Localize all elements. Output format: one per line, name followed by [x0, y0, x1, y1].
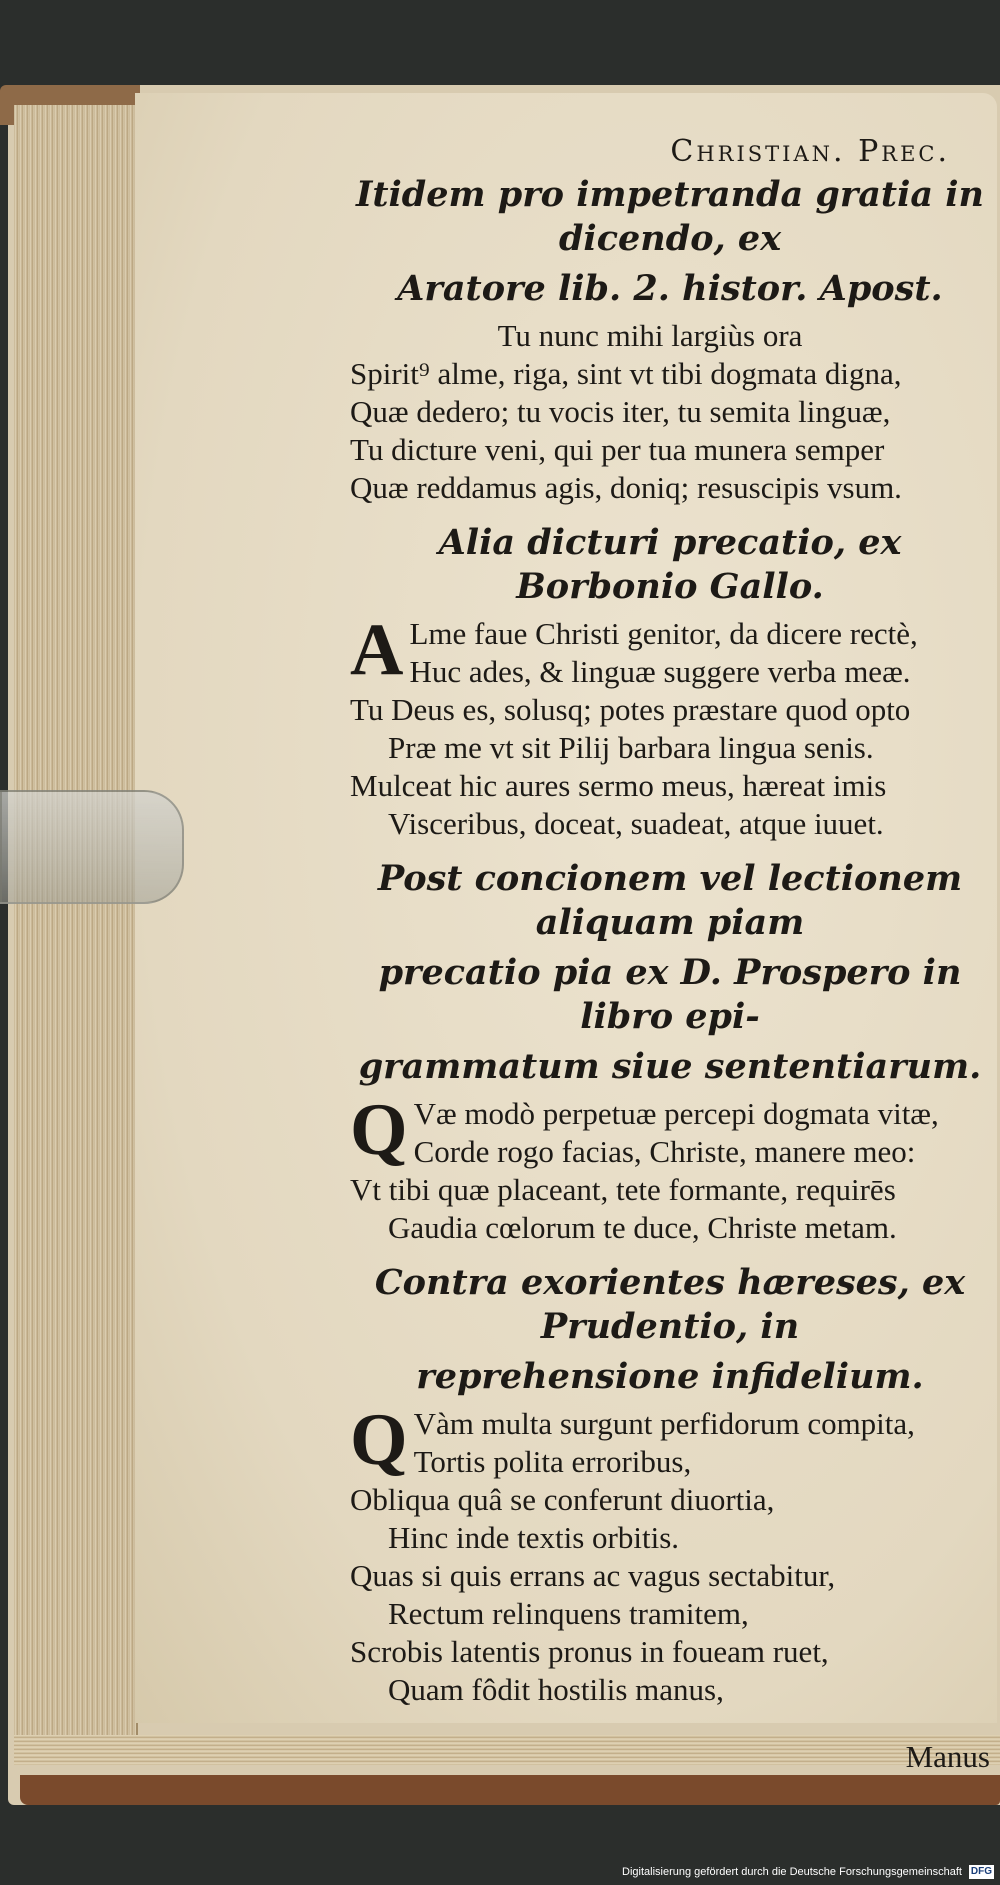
- verse-line: Huc ades, & linguæ suggere verba meæ.: [409, 654, 911, 689]
- section-heading: Post concionem vel lectionem aliquam piam: [377, 858, 963, 943]
- catchword: Manus: [905, 1739, 990, 1774]
- dfg-credit: Digitalisierung gefördert durch die Deutsche Forschungsgemeinschaft: [622, 1866, 962, 1878]
- stanza: [350, 609, 990, 843]
- verse-line: Mulceat hic aures sermo meus, hæreat imis: [350, 768, 887, 803]
- verse-line: Spirit⁹ alme, riga, sint vt tibi dogmata digna,: [350, 356, 902, 391]
- section: [350, 521, 990, 843]
- glass-page-clip: [0, 790, 184, 904]
- section-heading: Itidem pro impetranda gratia in dicendo, ex: [355, 174, 985, 259]
- verse-line: Vt tibi quæ placeant, tete formante, requirēs: [350, 1172, 896, 1207]
- verse-line: Quæ dedero; tu vocis iter, tu semita linguæ,: [350, 394, 891, 429]
- verse-line: Lme faue Christi genitor, da dicere rectè,: [409, 616, 918, 651]
- section-heading: grammatum siue sententiarum.: [358, 1046, 982, 1087]
- verse-line: Quam fôdit hostilis manus,: [388, 1672, 724, 1707]
- verse-line: Corde rogo facias, Christe, manere meo:: [413, 1134, 916, 1169]
- stanza: [350, 317, 990, 507]
- verse-line: Tortis polita erroribus,: [413, 1444, 692, 1479]
- stanza: [350, 1089, 990, 1247]
- verse-line: Quæ reddamus agis, doniq; resuscipis vsum.: [350, 470, 902, 505]
- drop-cap: Q: [350, 1399, 408, 1481]
- drop-cap: Q: [350, 1089, 408, 1171]
- verse-line: Tu dicture veni, qui per tua munera semper: [350, 432, 885, 467]
- section: [350, 173, 990, 507]
- dfg-logo: DFG: [970, 1866, 992, 1877]
- verse-line: Vàm multa surgunt perfidorum compita,: [413, 1406, 915, 1441]
- verse-line: Hinc inde textis orbitis.: [388, 1520, 680, 1555]
- running-head: Christian. Prec.: [670, 134, 950, 169]
- section-heading: precatio pia ex D. Prospero in libro epi-: [378, 952, 962, 1037]
- section-heading: Alia dicturi precatio, ex Borbonio Gallo.: [438, 522, 902, 607]
- verse-line: Scrobis latentis pronus in foueam ruet,: [350, 1634, 829, 1669]
- section: [350, 857, 990, 1247]
- sections: [350, 173, 990, 1709]
- verse-line: Obliqua quâ se conferunt diuortia,: [350, 1482, 775, 1517]
- page-text: [350, 134, 990, 1775]
- section-heading: Contra exorientes hæreses, ex Prudentio, in: [374, 1262, 966, 1347]
- verse-line: Tu Deus es, solusq; potes præstare quod opto: [350, 692, 911, 727]
- section-heading: reprehensione infidelium.: [416, 1356, 924, 1397]
- leather-cover: [20, 1775, 1000, 1805]
- verse-line: Gaudia cœlorum te duce, Christe metam.: [388, 1210, 897, 1245]
- section: [350, 1261, 990, 1709]
- page-edges: [14, 105, 138, 1755]
- verse-line: Tu nunc mihi largiùs ora: [497, 318, 803, 353]
- verse-line: Visceribus, doceat, suadeat, atque iuuet.: [388, 806, 884, 841]
- drop-cap: A: [350, 609, 404, 691]
- verse-line: Quas si quis errans ac vagus sectabitur,: [350, 1558, 836, 1593]
- verse-line: Væ modò perpetuæ percepi dogmata vitæ,: [413, 1096, 939, 1131]
- section-heading: Aratore lib. 2. histor. Apost.: [397, 268, 943, 309]
- stanza: [350, 1399, 990, 1709]
- verse-line: Præ me vt sit Pilij barbara lingua senis.: [388, 730, 874, 765]
- verse-line: Rectum relinquens tramitem,: [388, 1596, 749, 1631]
